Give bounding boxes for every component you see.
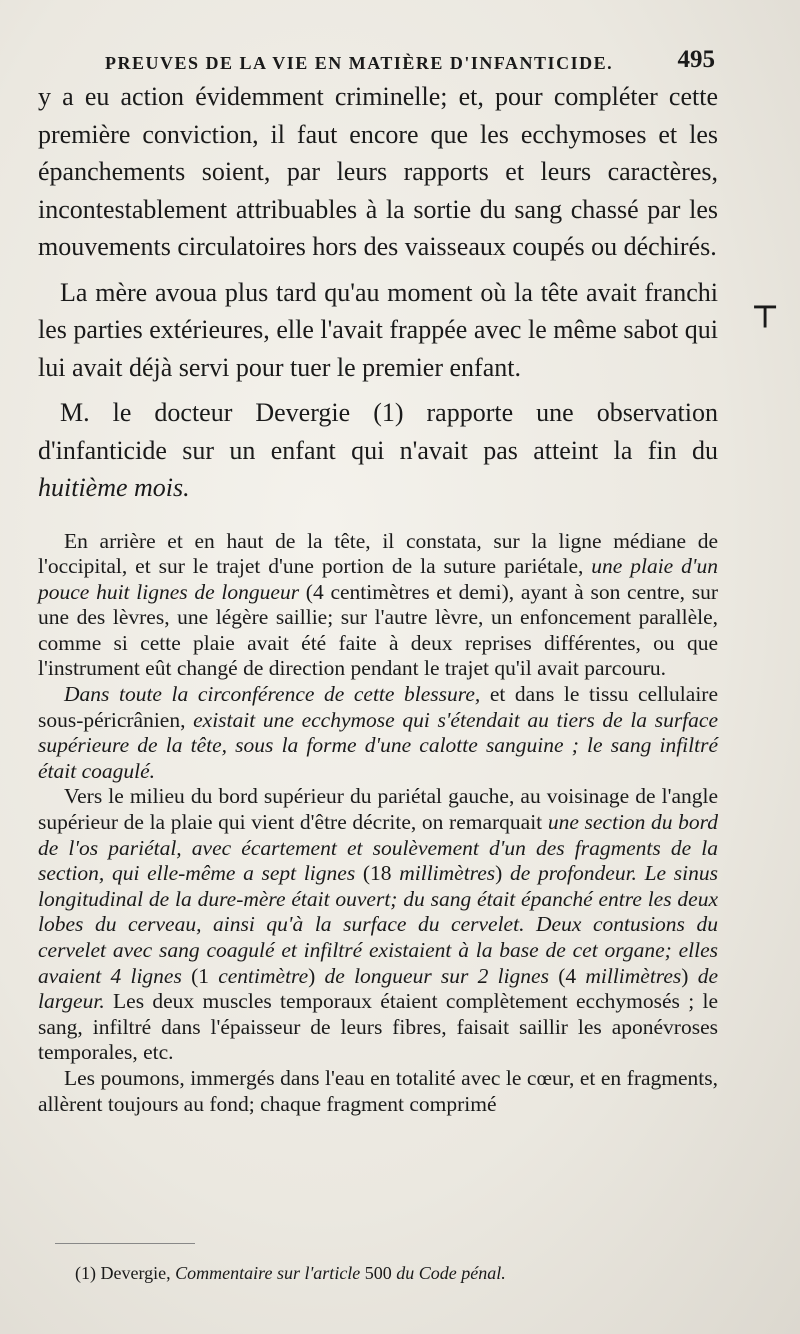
italic-text: huitième mois.: [38, 473, 190, 502]
page-number: 495: [677, 46, 715, 73]
margin-mark: ⊤: [752, 301, 779, 334]
text-run: ): [495, 861, 511, 886]
text-run: En arrière et en haut de la tête, il constata, sur la ligne médiane de l'occipital, et sur le trajet d'une portion de la suture pariétale,: [38, 528, 718, 579]
text-run: y a eu action évidemment criminelle; et, pour compléter cette première conviction, il faut encore que les ecchymoses et les épanchements soient, par leurs rapports et leurs caractères, incontestablement attribuables à la sortie du sang chassé par les mouvements circulatoires hors des vaisseaux coupés ou déchirés.: [38, 82, 718, 261]
paragraph: [38, 274, 718, 387]
italic-text: Dans toute la circonférence de cette blessure,: [64, 682, 481, 707]
paragraph: [38, 784, 718, 1066]
text-run: (18: [355, 861, 400, 886]
paragraph: [38, 1066, 718, 1117]
quoted-observation: [38, 529, 718, 1118]
italic-text: une plaie d'un pouce huit lignes de longueur: [38, 554, 718, 604]
text-run: M. le docteur Devergie (1) rapporte une observation d'infanticide sur un enfant qui n'avait pas atteint la fin du: [38, 398, 718, 465]
running-header: [105, 40, 715, 74]
text-run: ): [308, 963, 325, 988]
text-run: (4: [548, 963, 586, 988]
text-run: Les deux muscles temporaux étaient complètement ecchymosés ; le sang, infiltré dans l'épaisseur de leurs fibres, faisait saillir les aponévroses temporales, etc.: [38, 989, 718, 1065]
italic-text: de largeur.: [38, 963, 718, 1014]
italic-text: une section du bord de l'os pariétal, avec écartement et soulèvement d'un des fragments de la section, qui elle-même a sept lignes: [38, 810, 719, 886]
italic-text: de longueur sur 2 lignes: [324, 963, 549, 988]
text-run: Vers le milieu du bord supérieur du pariétal gauche, au voisinage de l'angle supérieur de la plaie qui vient d'être décrite, on remarquait: [38, 784, 718, 835]
running-title: PREUVES DE LA VIE EN MATIÈRE D'INFANTICIDE.: [105, 53, 614, 73]
italic-text: existait une ecchymose qui s'étendait au tiers de la surface supérieure de la tête, sous la forme d'une calotte sanguine ; le sang infiltré était coagulé.: [38, 707, 718, 783]
paragraph: [38, 394, 718, 507]
footnote-rule: [55, 1243, 195, 1244]
text-run: 500: [360, 1263, 397, 1283]
text-run: Les poumons, immergés dans l'eau en totalité avec le cœur, et en fragments, allèrent toujours au fond; chaque fragment comprimé: [38, 1065, 718, 1116]
italic-text: Commentaire sur l'article: [175, 1263, 361, 1283]
footnote: [75, 1263, 715, 1284]
italic-text: centimètre: [218, 963, 309, 988]
text-run: (4 centimètres et demi), ayant à son centre, sur une des lèvres, une légère saillie; sur l'autre lèvre, un enfoncement parallèle, comme si cette plaie avait été faite à deux reprises différentes, ou que l'instrument eût changé de direction pendant le trajet qu'il avait parcouru.: [38, 579, 718, 681]
large-text-section: [38, 78, 718, 507]
text-run: ): [681, 963, 698, 988]
paragraph: [38, 78, 718, 266]
paragraph: [38, 682, 718, 784]
italic-text: millimètres: [585, 963, 682, 988]
text-run: (1: [181, 963, 219, 988]
italic-text: du Code pénal.: [396, 1263, 506, 1283]
text-run: La mère avoua plus tard qu'au moment où la tête avait franchi les parties extérieures, elle l'avait frappée avec le même sabot qui lui avait déjà servi pour tuer le premier enfant.: [38, 277, 718, 382]
body-text: [38, 78, 718, 1117]
italic-text: de profondeur. Le sinus longitudinal de la dure-mère était ouvert; du sang était épanché entre les deux lobes du cerveau, ainsi qu'à la surface du cervelet. Deux contusions du cervelet avec sang coagulé et infiltré existaient à la base de cet organe; elles avaient 4 lignes: [38, 861, 718, 988]
text-run: (1) Devergie,: [75, 1263, 176, 1283]
text-run: et dans le tissu cellulaire sous-péricrânien,: [38, 682, 718, 732]
paragraph: [38, 529, 718, 683]
italic-text: millimètres: [399, 861, 496, 886]
